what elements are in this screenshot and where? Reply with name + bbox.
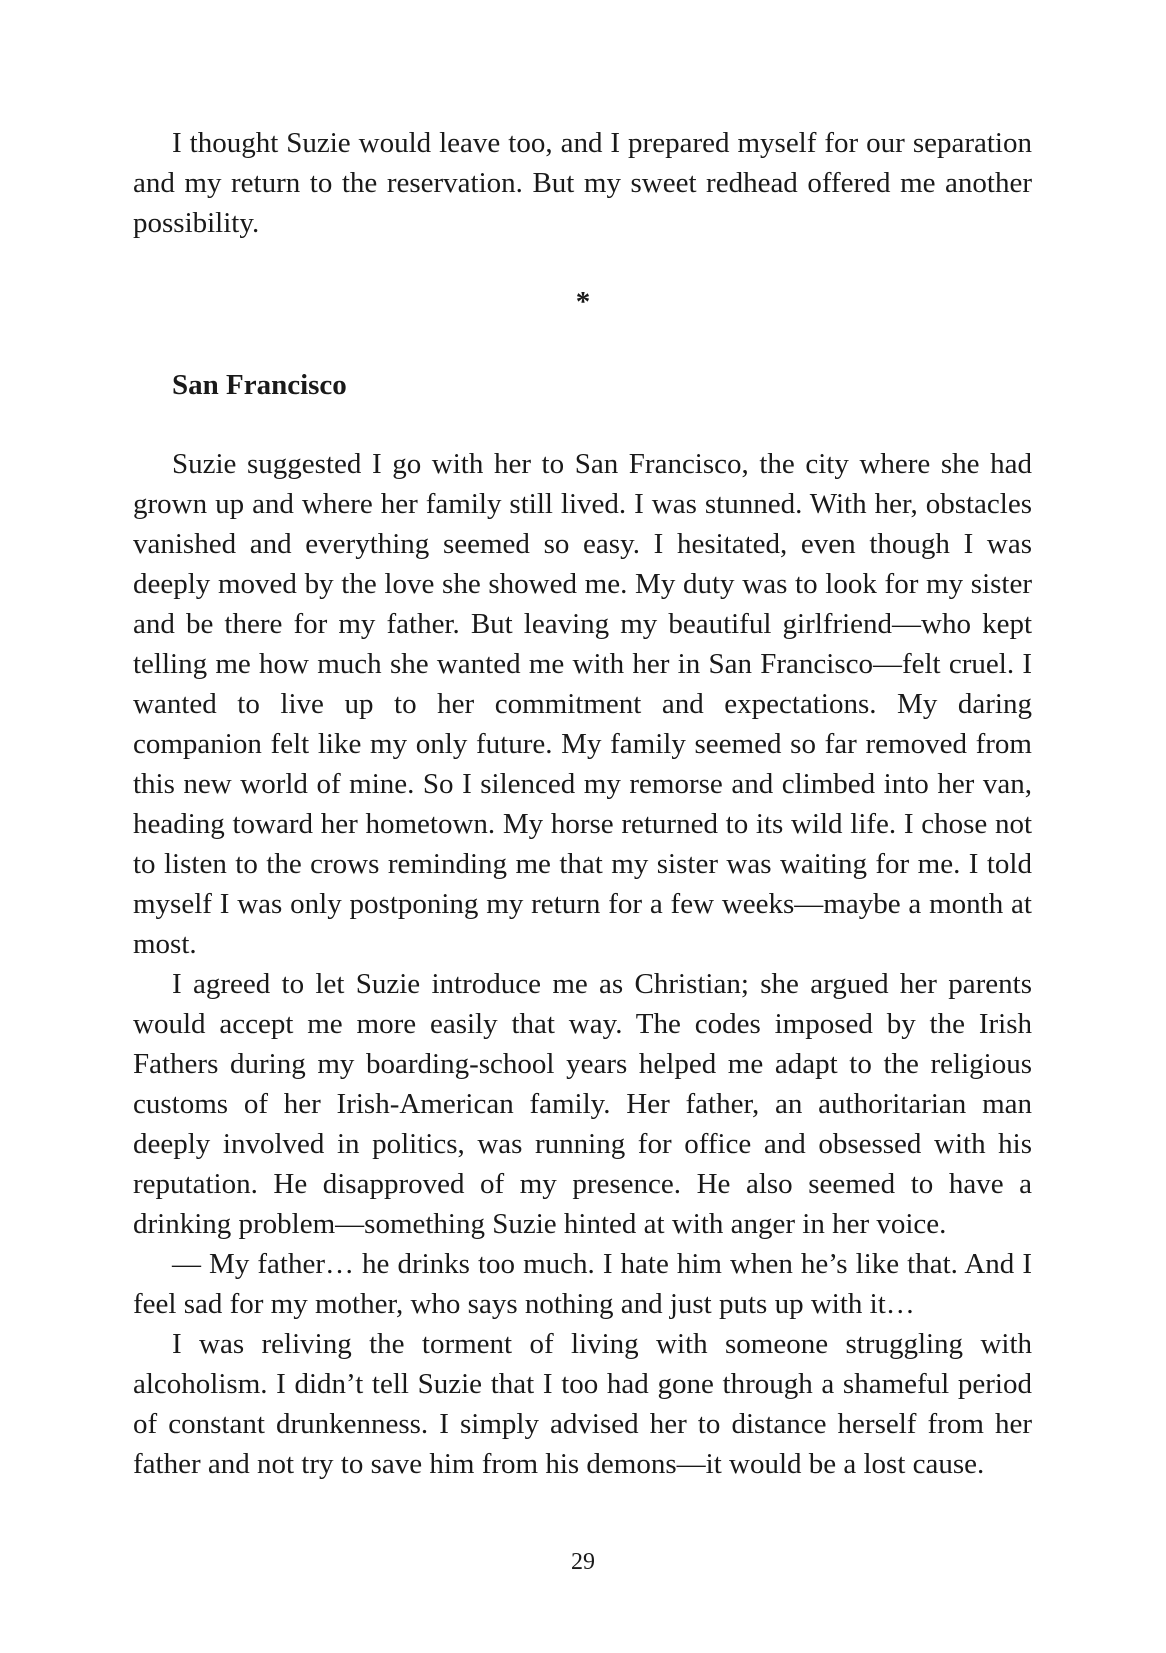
paragraph: I agreed to let Suzie introduce me as Christian; she argued her parents would accept me more easily that way. The codes imposed by the Irish Fathers during my boarding-school years helped me adapt to the religious customs of her Irish-American family. Her father, an authoritarian man deeply involved in politics, was running for office and obsessed with his reputation. He disapproved of my presence. He also seemed to have a drinking problem—something Suzie hinted at with anger in her voice. [133, 968, 1032, 1240]
opening-text-block [133, 123, 1032, 243]
section-separator: * [575, 286, 591, 318]
opening-paragraph: I thought Suzie would leave too, and I prepared myself for our separation and my return to the reservation. But my sweet redhead offered me another possibility. [133, 127, 1032, 239]
paragraph: I was reliving the torment of living with someone struggling with alcoholism. I didn’t tell Suzie that I too had gone through a shameful period of constant drunkenness. I simply advised her to distance herself from her father and not try to save him from his demons—it would be a lost cause. [133, 1328, 1032, 1480]
page-number: 29 [571, 1549, 595, 1575]
dialogue-paragraph: — My father… he drinks too much. I hate him when he’s like that. And I feel sad for my mother, who says nothing and just puts up with it… [133, 1248, 1032, 1320]
section-heading: San Francisco [172, 369, 347, 401]
paragraph: Suzie suggested I go with her to San Francisco, the city where she had grown up and where her family still lived. I was stunned. With her, obstacles vanished and everything seemed so easy. I hesitated, even though I was deeply moved by the love she showed me. My duty was to look for my sister and be there for my father. But leaving my beautiful girlfriend—who kept telling me how much she wanted me with her in San Francisco—felt cruel. I wanted to live up to her commitment and expectations. My daring companion felt like my only future. My family seemed so far removed from this new world of mine. So I silenced my remorse and climbed into her van, heading toward her hometown. My horse returned to its wild life. I chose not to listen to the crows reminding me that my sister was waiting for me. I told myself I was only postponing my return for a few weeks—maybe a month at most. [133, 448, 1032, 960]
body-text-block [133, 444, 1032, 1484]
